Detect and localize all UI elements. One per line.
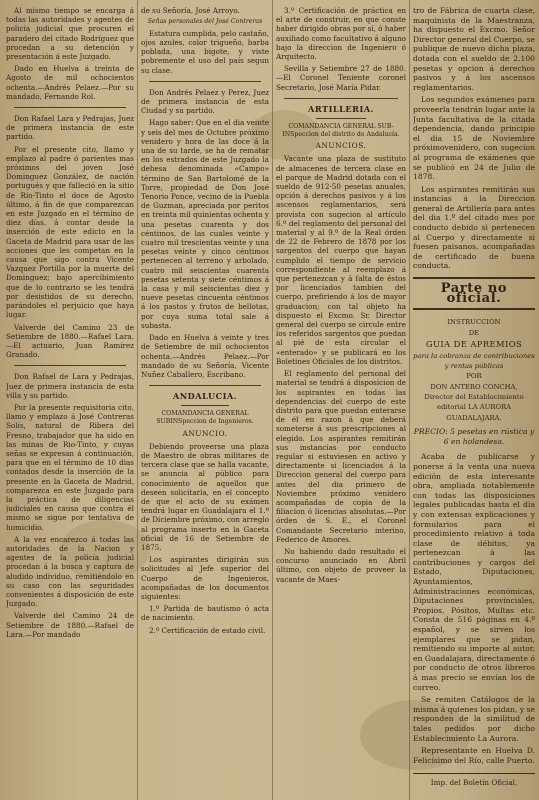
divider <box>149 81 261 82</box>
list-item: 2.º Certificación de estado civil. <box>149 625 266 635</box>
divider <box>284 98 398 99</box>
list-item: 1.º Partida de bautismo ó acta de nacimiento. <box>141 604 269 623</box>
column-3 <box>276 6 406 796</box>
ad-title: GUIA DE APREMIOS <box>425 339 523 350</box>
subheading: COMANDANCIA GENERAL SUB-INSpeccion del distrito de Andalucía. <box>282 123 400 138</box>
column-2 <box>141 6 269 796</box>
paragraph: Los aspirantes remitirán sus instancias á la Direccion general de Artillería para antes del dia 1.º del citado mes por conducto debido si pertenecen al Cuerpo y directamente si fuesen paisanos, acompañadas de certificado de buena conducta. <box>413 184 535 271</box>
paragraph: Hago saber: Que en el dia veinte y seis del mes de Octubre próximo venidero y hora de las doce á la una de su tarde, se ha de rematar en los estrados de este Juzgado la dehesa denominada «Campo» término de San Bartolomé de la Torre, propiedad de Don José Tenorio Ponce, vecino de la Puebla de Guzman, apreciada por peritos en treinta mil quinientas ochenta y una pesetas cuarenta y dos céntimos, de las cuales veinte y cuatro mil trescientas veinte y una pesetas veinte y cinco céntimos pertenecen al terreno y arbolado, cuatro mil seiscientas cuarenta pesetas setenta y siete céntimos á la casa y mil seiscientas diez y nueve pesetas cincuenta céntimos á los pastos y frutos de bellotas, por cuya suma total sale á subasta. <box>141 118 269 330</box>
section-heading: ARTILLERIA. <box>307 103 375 114</box>
paragraph: Dado en Huelva á treinta de Agosto de mil ochocientos ochenta.—Andrés Pelaez.—Por su mandado, Fernando Rol. <box>6 64 134 101</box>
paragraph: Estatura cumplida, pelo castaño, ojos azules, color trigueño, barba poblada, una bigote, y viste pobremente el uso del país segun su clase. <box>141 28 269 75</box>
ad-line: Director del Establecimiento editorial LA AURORA <box>424 393 524 411</box>
divider <box>316 118 366 119</box>
section-title: Parte no oficial. <box>413 277 535 310</box>
paragraph: Por el presente cito, llamo y emplazo al padre ó parientes mas próximos del joven José Dominguez González, de nación portugués y que falleció en la sitio de Rio-Tinto el doce de Agosto último, á fin de que comparezcan en este Juzgado en el término de diez días, á contar desde la inserción de este edicto en la Gaceta de Madrid para usar de las acciones que les competan en la causa que sigo contra Vicente Vazquez Portilla por la muerte del Dominguez; bajo apercibimiento que de lo contrario se les tendrá por desistidos de su derecho, parándoles el perjuicio que haya lugar. <box>6 144 134 320</box>
edict-title: Don Rafael Lara y Pedrajas, Juez de primera instancia de este partido. <box>6 114 134 142</box>
paragraph: El reglamento del personal del material se tendrá á disposicion de los aspirantes en todas las dependencias del cuerpo de este distrito para que puedan enterarse de él en razon á que deberá someterse á sus prescripciones al elegido. Los aspirantes remitirán sus instancias por conducto regular si estuviesen en activo y directamente si licenciados á la Direccion general del cuerpo para antes del dia primero de Noviembre próximo venidero acompañadas de copia de la filiacion ó licencias absolutas.—Por órden de S. E., el Coronel Comandante Secretario interino, Federico de Amores. <box>276 369 406 544</box>
section-heading: ANDALUCIA. <box>172 391 238 402</box>
column-4 <box>413 6 535 796</box>
paragraph: Se remiten Catálogos de la misma á quienes los pidan, y se responden de la similitud de tales pedidos por dicho Establecimiento La Aurora. <box>413 695 535 743</box>
paragraph: Debiendo proveerse una plaza de Maestro de obras militares de tercera clase que se halla vacante, se anuncia al público para conocimiento de aquellos que deseen solicitarla, en el concepto de que el acto de su exámen tendrá lugar en Guadalajara el 1.º de Diciembre próximo, con arreglo al programa inserto en la Gaceta oficial de 16 de Setiembre de 1875. <box>141 441 269 552</box>
paragraph: A la vez encarezco á todas las autoridades de la Nacion y agentes de la policía judicial procedan á la busca y captura de aludido individuo, remitiéndolo en su caso con las seguridades convenientes á disposición de este Juzgado. <box>6 534 134 609</box>
notice-heading: ANUNCIOS. <box>315 141 367 151</box>
ad-line: POR <box>466 372 482 381</box>
column-1 <box>6 6 134 796</box>
paragraph: Dado en Huelva á veinte y tres de Setiembre de mil ochocientos ochenta.—Andrés Pelaez.—Por mandado de su Señoría, Vicente Nuñez Caballero, Escribano. <box>141 333 269 379</box>
divider <box>181 405 229 406</box>
ad-price: PRECIO: 5 pesetas en rústica y 6 en holandesa. <box>413 427 535 446</box>
divider <box>149 385 261 386</box>
paragraph: Acaba de publicarse y ponerse á la venta una nueva edición de esta interesante obra, ampliada notablemente con todas las disposiciones legales publicadas hasta el dia y con extensas explicaciones y formularios para el procedimiento relativo á toda clase de débitos, ya pertenezcan á las contribuciones y cargos del Estado, Diputaciones, Ayuntamientos, Administraciones económicas, Diputaciones provinciales, Propios, Pósitos, Multas etc. Consta de 516 páginas en 4.º español, y se sirven los ejemplares que se pidan, remitiendo su importe al autor, en Guadalajara, directamente ó por conducto de otros libreros á mas precio se envían los de correo. <box>413 452 535 692</box>
edict-title: Don Andrés Pelaez y Perez, Juez de primera instancia de esta Ciudad y su partido. <box>141 87 269 116</box>
paragraph: No habiendo dado resultado el concurso anunciado en Abril último, con objeto de proveer la vacante de Maes- <box>276 546 406 584</box>
edict-title: Don Rafael de Lara y Pedrajas, Juez de primera instancia de esta villa y su partido. <box>6 372 134 400</box>
paragraph: Representante en Huelva D. Felicísimo del Río, calle Puerto. <box>413 746 535 765</box>
paragraph: Valverde del Camino 23 de Setiembre de 1880.—Rafael Lara.—El actuario, Juan Ramírez Granado. <box>6 322 134 360</box>
subheading: COMANDANCIA GENERAL SUBINSpeccion de Ingenieros. <box>156 410 254 425</box>
paragraph: Vacante una plaza de sustituto de almacenes de tercera clase en el parque de Madrid dotada con el sueldo de 912·50 pesetas anuales, opción á derechos pasivos y á los ascensos reglamentarios, será provista con sugecion al artículo 6.º del reglamento del personal del material y al 9.º de la Real órden de 22 de Febrero de 1878 por los sargentos del cuerpo que hayan cumplido el tiempo de servicio correspondiente al reemplazo á que pertenezcan y á falta de éstos por licenciados tambien del cuerpo, prefiriendo á los de mayor graduacion; con tal objeto ha dispuesto el Excmo. Sr. Director general del cuerpo se circule entre los referidos sargentos que puedan al pié de esta circular el «enterado» y se publicará en los Boletines Oficiales de los distritos. <box>276 154 406 366</box>
paragraph: tro de Fábrica de cuarta clase, maquinista de la Maestranza, ha dispuesto el Excmo. Señor Director general del Cuerpo, se publique de nuevo dicha plaza, dotada con el sueldo de 2.100 pesetas y opcion á derechos pasivos y á los ascensos reglamentarios. <box>413 6 535 92</box>
subheading: Señas personales del José Contreras <box>147 18 263 26</box>
ad-line: GUADALAJARA. <box>446 413 502 422</box>
ad-line: INSTRUCCION <box>447 318 501 327</box>
ad-line: para la cobranza de contribuciones y rentas públicas <box>413 352 535 370</box>
notice-heading: ANUNCIO. <box>182 428 228 438</box>
divider <box>14 107 126 108</box>
paragraph: Al mismo tiempo se encarga á todas las autoridades y agentes de policía judicial que procuren el paradero del citado Rodríguez que procedan a su detención y presentación á este Juzgado. <box>6 6 134 62</box>
printer-footer: Imp. del Boletín Oficial. <box>413 773 535 788</box>
paragraph: 3.º Certificación de práctica en el arte de construir, en que conste haber dirigido obras por sí, ó haber auxiliado como facultativo á alguno bajo la direccion de Ingeniero ó Arquitecto. <box>276 6 406 62</box>
paragraph: Los aspirantes dirigirán sus solicitudes al Jefe superior del Cuerpo de Ingenieros, acompañadas de los documentos siguientes: <box>141 555 269 601</box>
ad-author: DON ANTERO CONCHA, <box>430 382 518 391</box>
ad-line: DE <box>468 328 480 337</box>
divider <box>14 365 126 366</box>
paragraph: Valverde del Camino 24 de Setiembre de 1880.—Rafael de Lara.—Por mandado <box>6 611 134 639</box>
paragraph: Los segundos exámenes para proveerla tendrán lugar ante la Junta facultativa de la citada dependencia, dando principio el dia 15 de Noviembre próximovenidero, con sugecion al programa de exámenes que se publicó en 24 de Julio de 1878. <box>413 95 535 182</box>
paragraph: Sevilla y Setiembre 27 de 1880. —El Coronel Teniente coronel Secretario, José María Pidar. <box>276 64 406 92</box>
paragraph: Por la presente requisitoria cito, llamo y emplazo á José Contreras Solís, natural de Ribera del Fresno, trabajador que ha sido en las minas de Rio-Tinto, y cuyas señas se expresan á continuación, para que en el término de 10 dias contados desde la inserción de la presente en la Gaceta de Madrid, comparezca en este Juzgado para la práctica de diligencias judiciales en causa que contra él mismo se sigue por tentativa de homicidio. <box>6 402 134 532</box>
paragraph: de su Señoría, José Arroyo. <box>141 6 240 15</box>
